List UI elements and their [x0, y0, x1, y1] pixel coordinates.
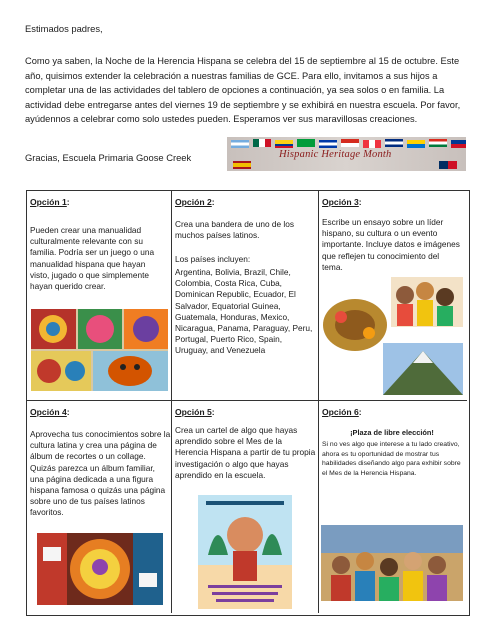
hispanic-heritage-banner	[227, 137, 466, 171]
option-6-title: Opción 6:	[322, 407, 362, 417]
option-2-list-intro: Los países incluyen:	[175, 254, 251, 264]
option-2-countries: Argentina, Bolivia, Brazil, Chile, Colombia, Costa Rica, Cuba, Dominican Republic, Ecuador, El Salvador, Equatorial Guinea, Guatemala, Honduras, Mexico, Nicaragua, Panama, Paraguay, Peru, Portugal, Puerto Rico, Spain, Uruguay, and Venezuela	[175, 267, 313, 356]
culture-collage-photo	[321, 277, 463, 395]
poster-photo	[198, 495, 292, 609]
option-4-title: Opción 4:	[30, 407, 70, 417]
crafts-photo	[31, 309, 168, 391]
option-5-text: Crea un cartel de algo que hayas aprendido sobre el Mes de la Herencia Hispana a partir de tu propia investigación o algo que hayas aprendido en la escuela.	[175, 425, 316, 480]
choice-board	[26, 190, 470, 616]
option-6-heading: ¡Plaza de libre elección!	[350, 428, 434, 437]
option-2-title: Opción 2:	[175, 197, 215, 207]
option-2-cell	[172, 191, 319, 401]
intro-paragraph: Como ya saben, la Noche de la Herencia Hispana se celebra del 15 de septiembre al 15 de octubre. Este año, quisimos extender la celebración a nuestras familias de GCE. Para ello, invitamos a sus hijos a completar una de las actividades del tablero de opciones a continuación, ya sea solos o en familia. La actividad debe entregarse antes del viernes 19 de septiembre y se exhibirá en nuestra escuela. Por favor, ayúdennos a celebrar como solo ustedes pueden. Esperamos ver sus maravillosas creaciones.	[25, 56, 461, 125]
signature: Gracias, Escuela Primaria Goose Creek	[25, 152, 192, 163]
option-6-cell	[319, 401, 467, 613]
option-6-text: Si no ves algo que interese a tu lado creativo, ahora es tu oportunidad de mostrar tus habilidades diseñando algo para exhibir sobre el Mes de la Herencia Hispana.	[322, 441, 461, 477]
option-4-text: Aprovecha tus conocimientos sobre la cultura latina y crea una página de álbum de recortes o un collage. Quizás parezca un álbum familiar, una página dedicada a una figura hispana famosa o quizás una página sobre uno de tus países latinos favoritos.	[30, 429, 171, 518]
option-1-cell	[27, 191, 172, 401]
greeting: Estimados padres,	[25, 23, 103, 34]
banner-title: Hispanic Heritage Month	[279, 149, 392, 160]
option-5-cell	[172, 401, 319, 613]
mural-photo	[37, 533, 163, 605]
option-3-title: Opción 3:	[322, 197, 362, 207]
option-3-cell	[319, 191, 467, 401]
community-mural-photo	[321, 525, 463, 601]
option-4-cell	[27, 401, 172, 613]
option-1-text: Pueden crear una manualidad culturalmente relevante con su familia. Podría ser un juego o una manualidad hispana que hayan visto, jugado o que simplemente hayan querido crear.	[30, 225, 155, 292]
option-1-title: Opción 1:	[30, 197, 70, 207]
option-3-text: Escribe un ensayo sobre un líder hispano, su cultura o un evento importante. Incluye datos e imágenes que reflejen tu conocimiento del tema.	[322, 217, 460, 272]
option-2-text: Crea una bandera de uno de los muchos países latinos.	[175, 219, 295, 241]
option-5-title: Opción 5:	[175, 407, 215, 417]
